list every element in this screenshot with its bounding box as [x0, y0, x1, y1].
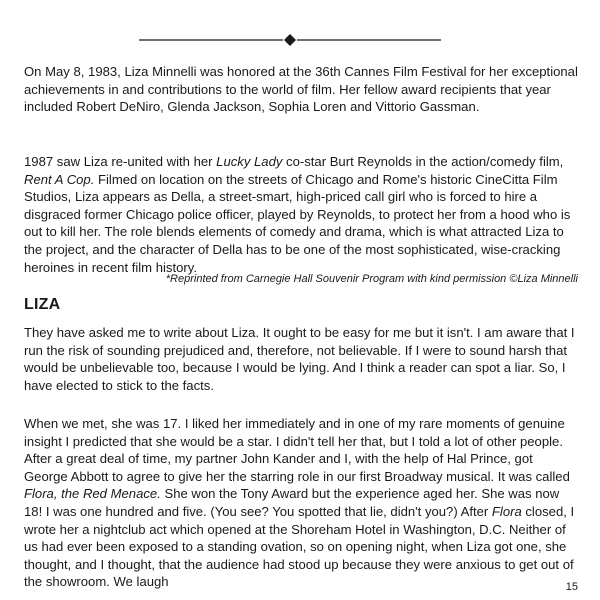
paragraph-text: She won the Tony Award but the experience aged her. She was now 18! I was one hundred and five. (You see? You spotted that lie, didn't you?) After: [24, 486, 560, 519]
paragraph-intro: They have asked me to write about Liza. It ought to be easy for me but it isn't. I am aware that I run the risk of sounding prejudiced and, therefore, not believable. If I were to sound harsh that would be unbelievable too, because I would be lying. And I think a reader can spot a liar. So, I have elected to stick to the facts.: [24, 325, 575, 393]
paragraph-rent-a-cop: [24, 153, 580, 276]
paragraph-text: co-star Burt Reynolds in the action/comedy film,: [282, 154, 564, 169]
divider-ornament: [139, 34, 441, 46]
paragraph-when-we-met: [24, 415, 580, 591]
paragraph-text: Filmed on location on the streets of Chicago and Rome's historic CineCitta Film Studios, Liza appears as Della, a street-smart, high-priced call girl who is forced to hire a disgraced former Chicago police officer, played by Reynolds, to protect her from a hood who is out to kill her. The role blends elements of comedy and drama, which is what attracted Liza to the project, and the character of Della has to be one of the most sophisticated, wise-cracking heroines in recent film history.: [24, 171, 571, 275]
paragraph-text: closed, I wrote her a nightclub act which opened at the Shoreham Hotel in Washington, D.C. Neither of us had ever been exposed to a standing ovation, so on opening night, when Liza got one, she thought, and I thought, that the audience had stood up because they were anxious to get out of the showroom. We laugh: [24, 503, 575, 590]
film-title: Lucky Lady: [216, 154, 283, 169]
section-heading: LIZA: [24, 296, 61, 313]
paragraph-cannes: On May 8, 1983, Liza Minnelli was honored at the 36th Cannes Film Festival for her exceptional achievements in and contributions to the world of film. Her fellow award recipients that year included Robert DeNiro, Glenda Jackson, Sophia Loren and Vittorio Gassman.: [24, 64, 578, 115]
paragraph-text: When we met, she was 17. I liked her immediately and in one of my rare moments of genuine insight I predicted that she would be a star. I didn't tell her that, but I told a lot of other people. After a great deal of time, my partner John Kander and I, with the help of Hal Prince, got George Abbott to agree to give her the starring role in our first Broadway musical. It was called: [24, 416, 570, 484]
paragraph-text: 1987 saw Liza re-united with her: [24, 154, 217, 169]
show-title: Flora, the Red Menace.: [24, 486, 161, 502]
show-title: Flora: [491, 503, 522, 519]
film-title: Rent A Cop.: [24, 171, 95, 187]
reprint-credit: *Reprinted from Carnegie Hall Souvenir Program with kind permission ©Liza Minnelli: [165, 273, 578, 285]
page-number: 15: [565, 581, 578, 593]
